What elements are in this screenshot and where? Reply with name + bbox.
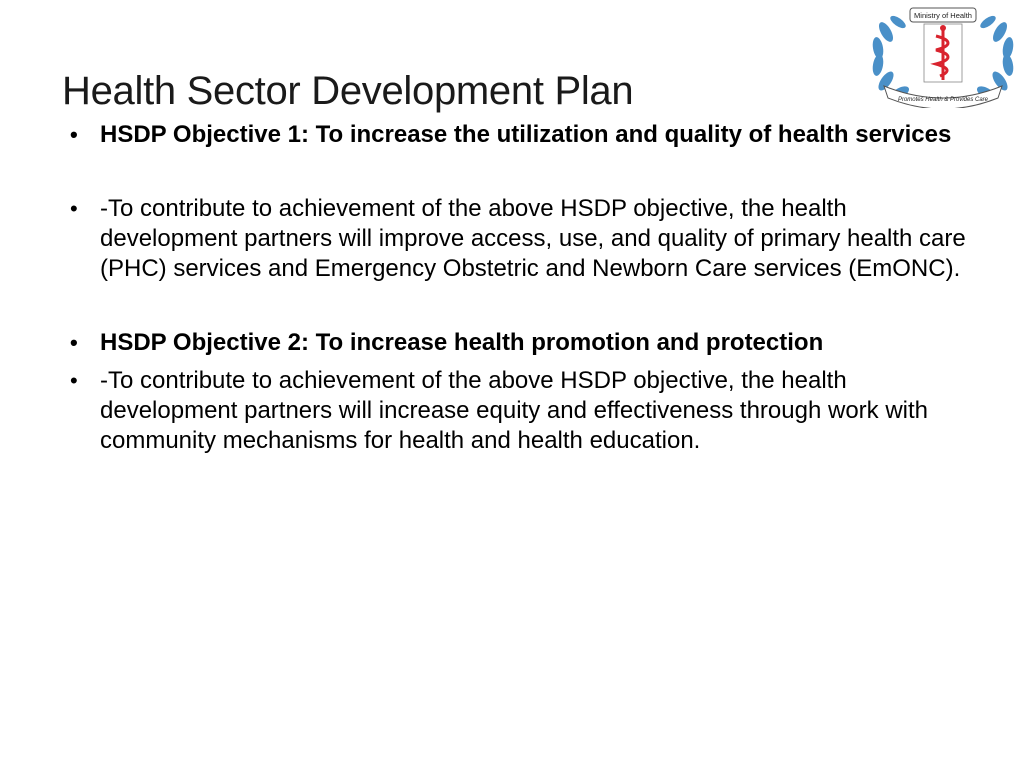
bullet-objective-1-detail — [62, 194, 967, 284]
bullet-dot: • — [70, 196, 78, 221]
bullet-dot: • — [70, 122, 78, 147]
ministry-of-health-logo — [866, 2, 1020, 108]
bullet-text: -To contribute to achievement of the above HSDP objective, the health development partners will increase equity and effectiveness through work with community mechanisms for health and health education. — [100, 367, 928, 454]
bullet-text: -To contribute to achievement of the above HSDP objective, the health development partners will improve access, use, and quality of primary health care (PHC) services and Emergency Obstetric and Newborn Care services (EmONC). — [100, 195, 966, 282]
bullet-text: HSDP Objective 1: To increase the utilization and quality of health services — [100, 121, 952, 148]
bullet-dot: • — [70, 330, 78, 355]
logo-bottom-text: Promotes Health & Provides Care — [897, 97, 989, 103]
logo-top-text: Ministry of Health — [914, 11, 972, 20]
bullet-text: HSDP Objective 2: To increase health promotion and protection — [100, 329, 824, 356]
bullet-dot: • — [70, 368, 78, 393]
bullet-objective-2-detail — [62, 366, 967, 456]
slide-title: Health Sector Development Plan — [62, 68, 634, 113]
bullet-objective-1 — [62, 120, 967, 150]
bullet-list — [62, 120, 967, 456]
bullet-objective-2 — [62, 328, 967, 358]
